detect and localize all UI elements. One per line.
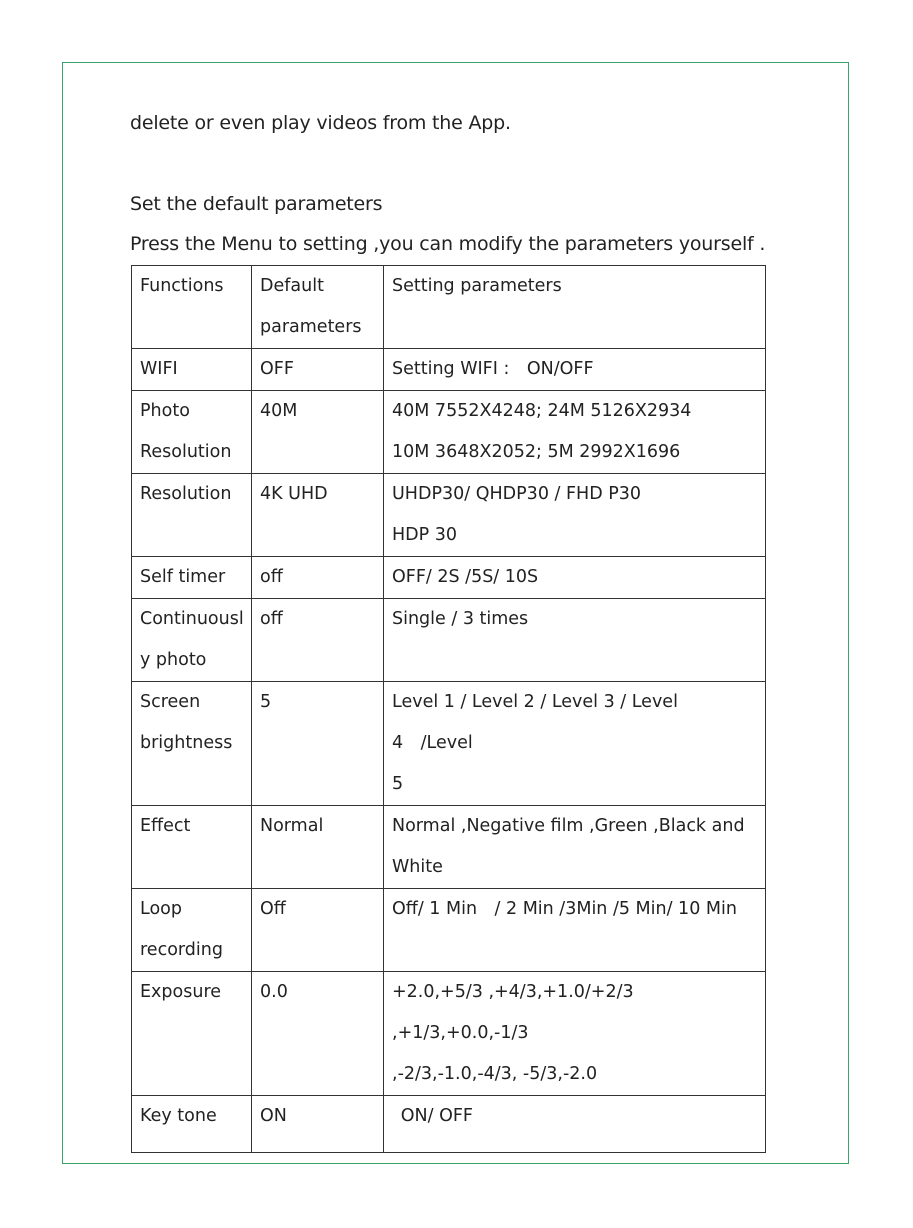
cell-line: 10M 3648X2052; 5M 2992X1696 [392, 442, 681, 462]
cell-setting [384, 474, 766, 557]
parameters-table [131, 265, 766, 1153]
intro-paragraph: delete or even play videos from the App. [130, 112, 511, 134]
cell-line: ON/ OFF [392, 1106, 473, 1126]
cell-default [252, 557, 384, 599]
cell-line: Key tone [140, 1106, 217, 1126]
cell-default [252, 806, 384, 889]
cell-line: WIFI [140, 359, 178, 379]
cell-setting [384, 599, 766, 682]
table-row [132, 391, 766, 474]
cell-setting [384, 391, 766, 474]
cell-default [252, 682, 384, 806]
table-row [132, 557, 766, 599]
table-row [132, 682, 766, 806]
cell-line: Self timer [140, 567, 226, 587]
cell-function [132, 806, 252, 889]
cell-line: 40M 7552X4248; 24M 5126X2934 [392, 401, 692, 421]
cell-line: Single / 3 times [392, 609, 529, 629]
header-functions [132, 266, 252, 349]
header-default-line: parameters [260, 317, 362, 337]
table-row [132, 599, 766, 682]
cell-function [132, 391, 252, 474]
cell-default [252, 1096, 384, 1153]
cell-line: recording [140, 940, 223, 960]
cell-line: Setting WIFI : ON/OFF [392, 359, 594, 379]
cell-default [252, 599, 384, 682]
cell-line: ,-2/3,-1.0,-4/3, -5/3,-2.0 [392, 1064, 598, 1084]
cell-line: off [260, 567, 283, 587]
cell-line: OFF [260, 359, 294, 379]
table-row [132, 889, 766, 972]
cell-function [132, 1096, 252, 1153]
cell-line: Off/ 1 Min / 2 Min /3Min /5 Min/ 10 Min [392, 899, 737, 919]
cell-default [252, 889, 384, 972]
cell-function [132, 682, 252, 806]
cell-default [252, 349, 384, 391]
table-row [132, 349, 766, 391]
cell-line: UHDP30/ QHDP30 / FHD P30 [392, 484, 642, 504]
cell-default [252, 474, 384, 557]
cell-line: Level 1 / Level 2 / Level 3 / Level 4 /Level [392, 692, 678, 753]
cell-line: Continuousl [140, 609, 244, 629]
cell-setting [384, 682, 766, 806]
cell-setting [384, 889, 766, 972]
cell-function [132, 474, 252, 557]
table-row [132, 806, 766, 889]
cell-setting [384, 349, 766, 391]
cell-setting [384, 1096, 766, 1153]
table-header-row [132, 266, 766, 349]
cell-default [252, 972, 384, 1096]
cell-function [132, 972, 252, 1096]
cell-line: Photo [140, 401, 190, 421]
cell-line: Off [260, 899, 286, 919]
header-default [252, 266, 384, 349]
cell-setting [384, 557, 766, 599]
cell-line: 40M [260, 401, 298, 421]
cell-line: +2.0,+5/3 ,+4/3,+1.0/+2/3 ,+1/3,+0.0,-1/3 [392, 982, 634, 1043]
header-functions-line: Functions [140, 276, 224, 296]
cell-function [132, 599, 252, 682]
cell-line: Normal ,Negative film ,Green ,Black and [392, 816, 745, 836]
cell-line: 4K UHD [260, 484, 328, 504]
table-row [132, 474, 766, 557]
cell-line: Exposure [140, 982, 222, 1002]
cell-line: White [392, 857, 443, 877]
section-description: Press the Menu to setting ,you can modify the parameters yourself . [130, 233, 766, 255]
cell-line: OFF/ 2S /5S/ 10S [392, 567, 539, 587]
cell-line: brightness [140, 733, 233, 753]
header-default-line: Default [260, 276, 324, 296]
cell-line: 5 [392, 774, 404, 794]
cell-function [132, 557, 252, 599]
cell-line: HDP 30 [392, 525, 458, 545]
cell-setting [384, 806, 766, 889]
cell-line: Effect [140, 816, 191, 836]
cell-line: Normal [260, 816, 324, 836]
cell-line: ON [260, 1106, 287, 1126]
cell-line: 0.0 [260, 982, 288, 1002]
cell-line: Screen [140, 692, 201, 712]
cell-line: 5 [260, 692, 272, 712]
cell-default [252, 391, 384, 474]
table-row [132, 1096, 766, 1153]
cell-line: Resolution [140, 442, 232, 462]
cell-function [132, 889, 252, 972]
section-heading: Set the default parameters [130, 193, 383, 215]
cell-function [132, 349, 252, 391]
cell-line: Resolution [140, 484, 232, 504]
cell-line: Loop [140, 899, 182, 919]
header-setting-line: Setting parameters [392, 276, 562, 296]
cell-line: off [260, 609, 283, 629]
cell-setting [384, 972, 766, 1096]
cell-line: y photo [140, 650, 207, 670]
table-row [132, 972, 766, 1096]
header-setting [384, 266, 766, 349]
